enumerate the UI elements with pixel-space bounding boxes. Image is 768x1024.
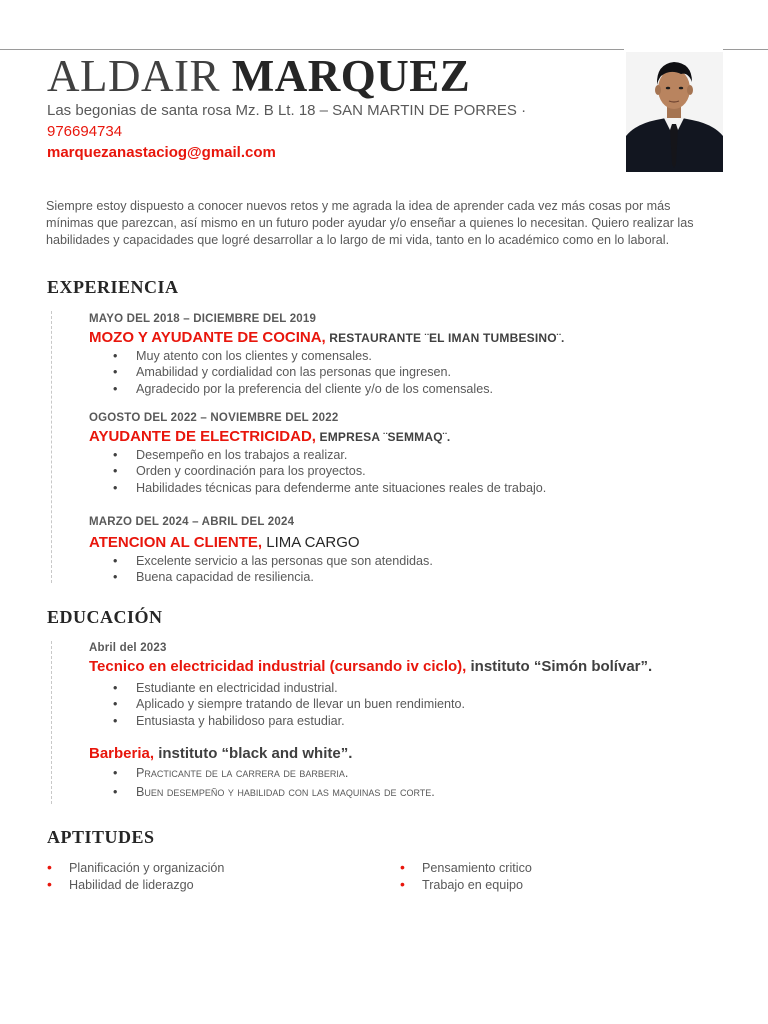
job-bullet: • Habilidades técnicas para defenderme ante situaciones reales de trabajo. <box>136 480 719 496</box>
experience-heading: EXPERIENCIA <box>47 277 179 297</box>
last-name: MARQUEZ <box>231 51 471 101</box>
job-bullet: • Buena capacidad de resiliencia. <box>136 569 719 585</box>
education-school: instituto “black and white”. <box>154 745 353 762</box>
education-bullet: • Entusiasta y habilidoso para estudiar. <box>136 713 719 729</box>
phone-number[interactable]: 976694734 <box>47 123 123 140</box>
profile-photo <box>626 52 723 172</box>
job-bullet: • Muy atento con los clientes y comensales. <box>136 348 719 364</box>
education-bullets <box>89 764 719 802</box>
experience-entry <box>89 515 719 586</box>
job-company: LIMA CARGO <box>262 534 360 551</box>
bullet-icon: • <box>400 876 405 892</box>
job-title <box>89 427 719 447</box>
skill-item <box>47 877 194 894</box>
job-bullet: • Orden y coordinación para los proyectos. <box>136 463 719 479</box>
candidate-name <box>47 48 470 104</box>
first-name: ALDAIR <box>47 51 220 101</box>
education-bullet: • Estudiante en electricidad industrial. <box>136 680 719 696</box>
job-role: ATENCION AL CLIENTE, <box>89 534 263 551</box>
education-bullets <box>89 680 719 729</box>
job-bullets <box>89 447 719 496</box>
education-school: instituto “Simón bolívar”. <box>466 658 653 675</box>
experience-timeline <box>51 311 52 583</box>
education-bullet: • Practicante de la carrera de barberia. <box>136 764 719 783</box>
job-company: EMPRESA ¨SEMMAQ¨. <box>315 430 451 444</box>
education-title <box>89 657 719 677</box>
job-title <box>89 328 719 348</box>
experience-entry <box>89 312 719 397</box>
email-link[interactable]: marquezanastaciog@gmail.com <box>47 144 276 161</box>
job-role: MOZO Y AYUDANTE DE COCINA, <box>89 329 326 346</box>
top-rule-right <box>723 49 768 50</box>
skill-item <box>400 877 523 894</box>
bullet-icon: • <box>400 859 405 875</box>
bullet-icon: • <box>47 859 52 875</box>
job-title <box>89 533 719 553</box>
job-date: MAYO DEL 2018 – DICIEMBRE DEL 2019 <box>89 313 317 325</box>
skill-label: Habilidad de liderazgo <box>69 878 194 892</box>
skill-label: Pensamiento critico <box>422 861 532 875</box>
job-company: RESTAURANTE ¨EL IMAN TUMBESINO¨. <box>325 331 565 345</box>
skill-item <box>400 860 532 877</box>
job-bullets <box>89 553 719 586</box>
skill-label: Planificación y organización <box>69 861 225 875</box>
education-heading: EDUCACIÓN <box>47 607 163 627</box>
experience-entry <box>89 411 719 496</box>
job-bullet: • Desempeño en los trabajos a realizar. <box>136 447 719 463</box>
job-bullets <box>89 348 719 397</box>
education-degree: Barberia, <box>89 745 155 762</box>
profile-photo-drawing <box>626 52 723 172</box>
education-entry <box>89 641 719 729</box>
education-title <box>89 744 719 764</box>
skills-heading: APTITUDES <box>47 827 155 847</box>
job-date: OGOSTO DEL 2022 – NOVIEMBRE DEL 2022 <box>89 412 339 424</box>
skill-item <box>47 860 224 877</box>
job-bullet: • Agradecido por la preferencia del cliente y/o de los comensales. <box>136 381 719 397</box>
education-bullet: • Aplicado y siempre tratando de llevar un buen rendimiento. <box>136 696 719 712</box>
job-bullet: • Excelente servicio a las personas que son atendidas. <box>136 553 719 569</box>
education-timeline <box>51 641 52 804</box>
education-degree: Tecnico en electricidad industrial (cursando iv ciclo), <box>89 658 467 675</box>
professional-summary: Siempre estoy dispuesto a conocer nuevos retos y me agrada la idea de aprender cada vez más cosas por más mínimas que parezcan, así mismo en un futuro poder ayudar y/o enseñar a quienes lo necesitan. Quiero realizar las habilidades y capacidades que logré desarrollar a lo largo de mi vida, tanto en lo académico como en lo laboral. <box>46 199 694 247</box>
education-date: Abril del 2023 <box>89 642 167 654</box>
job-role: AYUDANTE DE ELECTRICIDAD, <box>89 428 316 445</box>
bullet-icon: • <box>47 876 52 892</box>
job-bullet: • Amabilidad y cordialidad con las personas que ingresen. <box>136 364 719 380</box>
address: Las begonias de santa rosa Mz. B Lt. 18 – SAN MARTIN DE PORRES · <box>47 102 527 119</box>
job-date: MARZO DEL 2024 – ABRIL DEL 2024 <box>89 516 295 528</box>
education-bullet: • Buen desempeño y habilidad con las maquinas de corte. <box>136 783 719 802</box>
education-entry <box>89 743 719 802</box>
skill-label: Trabajo en equipo <box>422 878 524 892</box>
